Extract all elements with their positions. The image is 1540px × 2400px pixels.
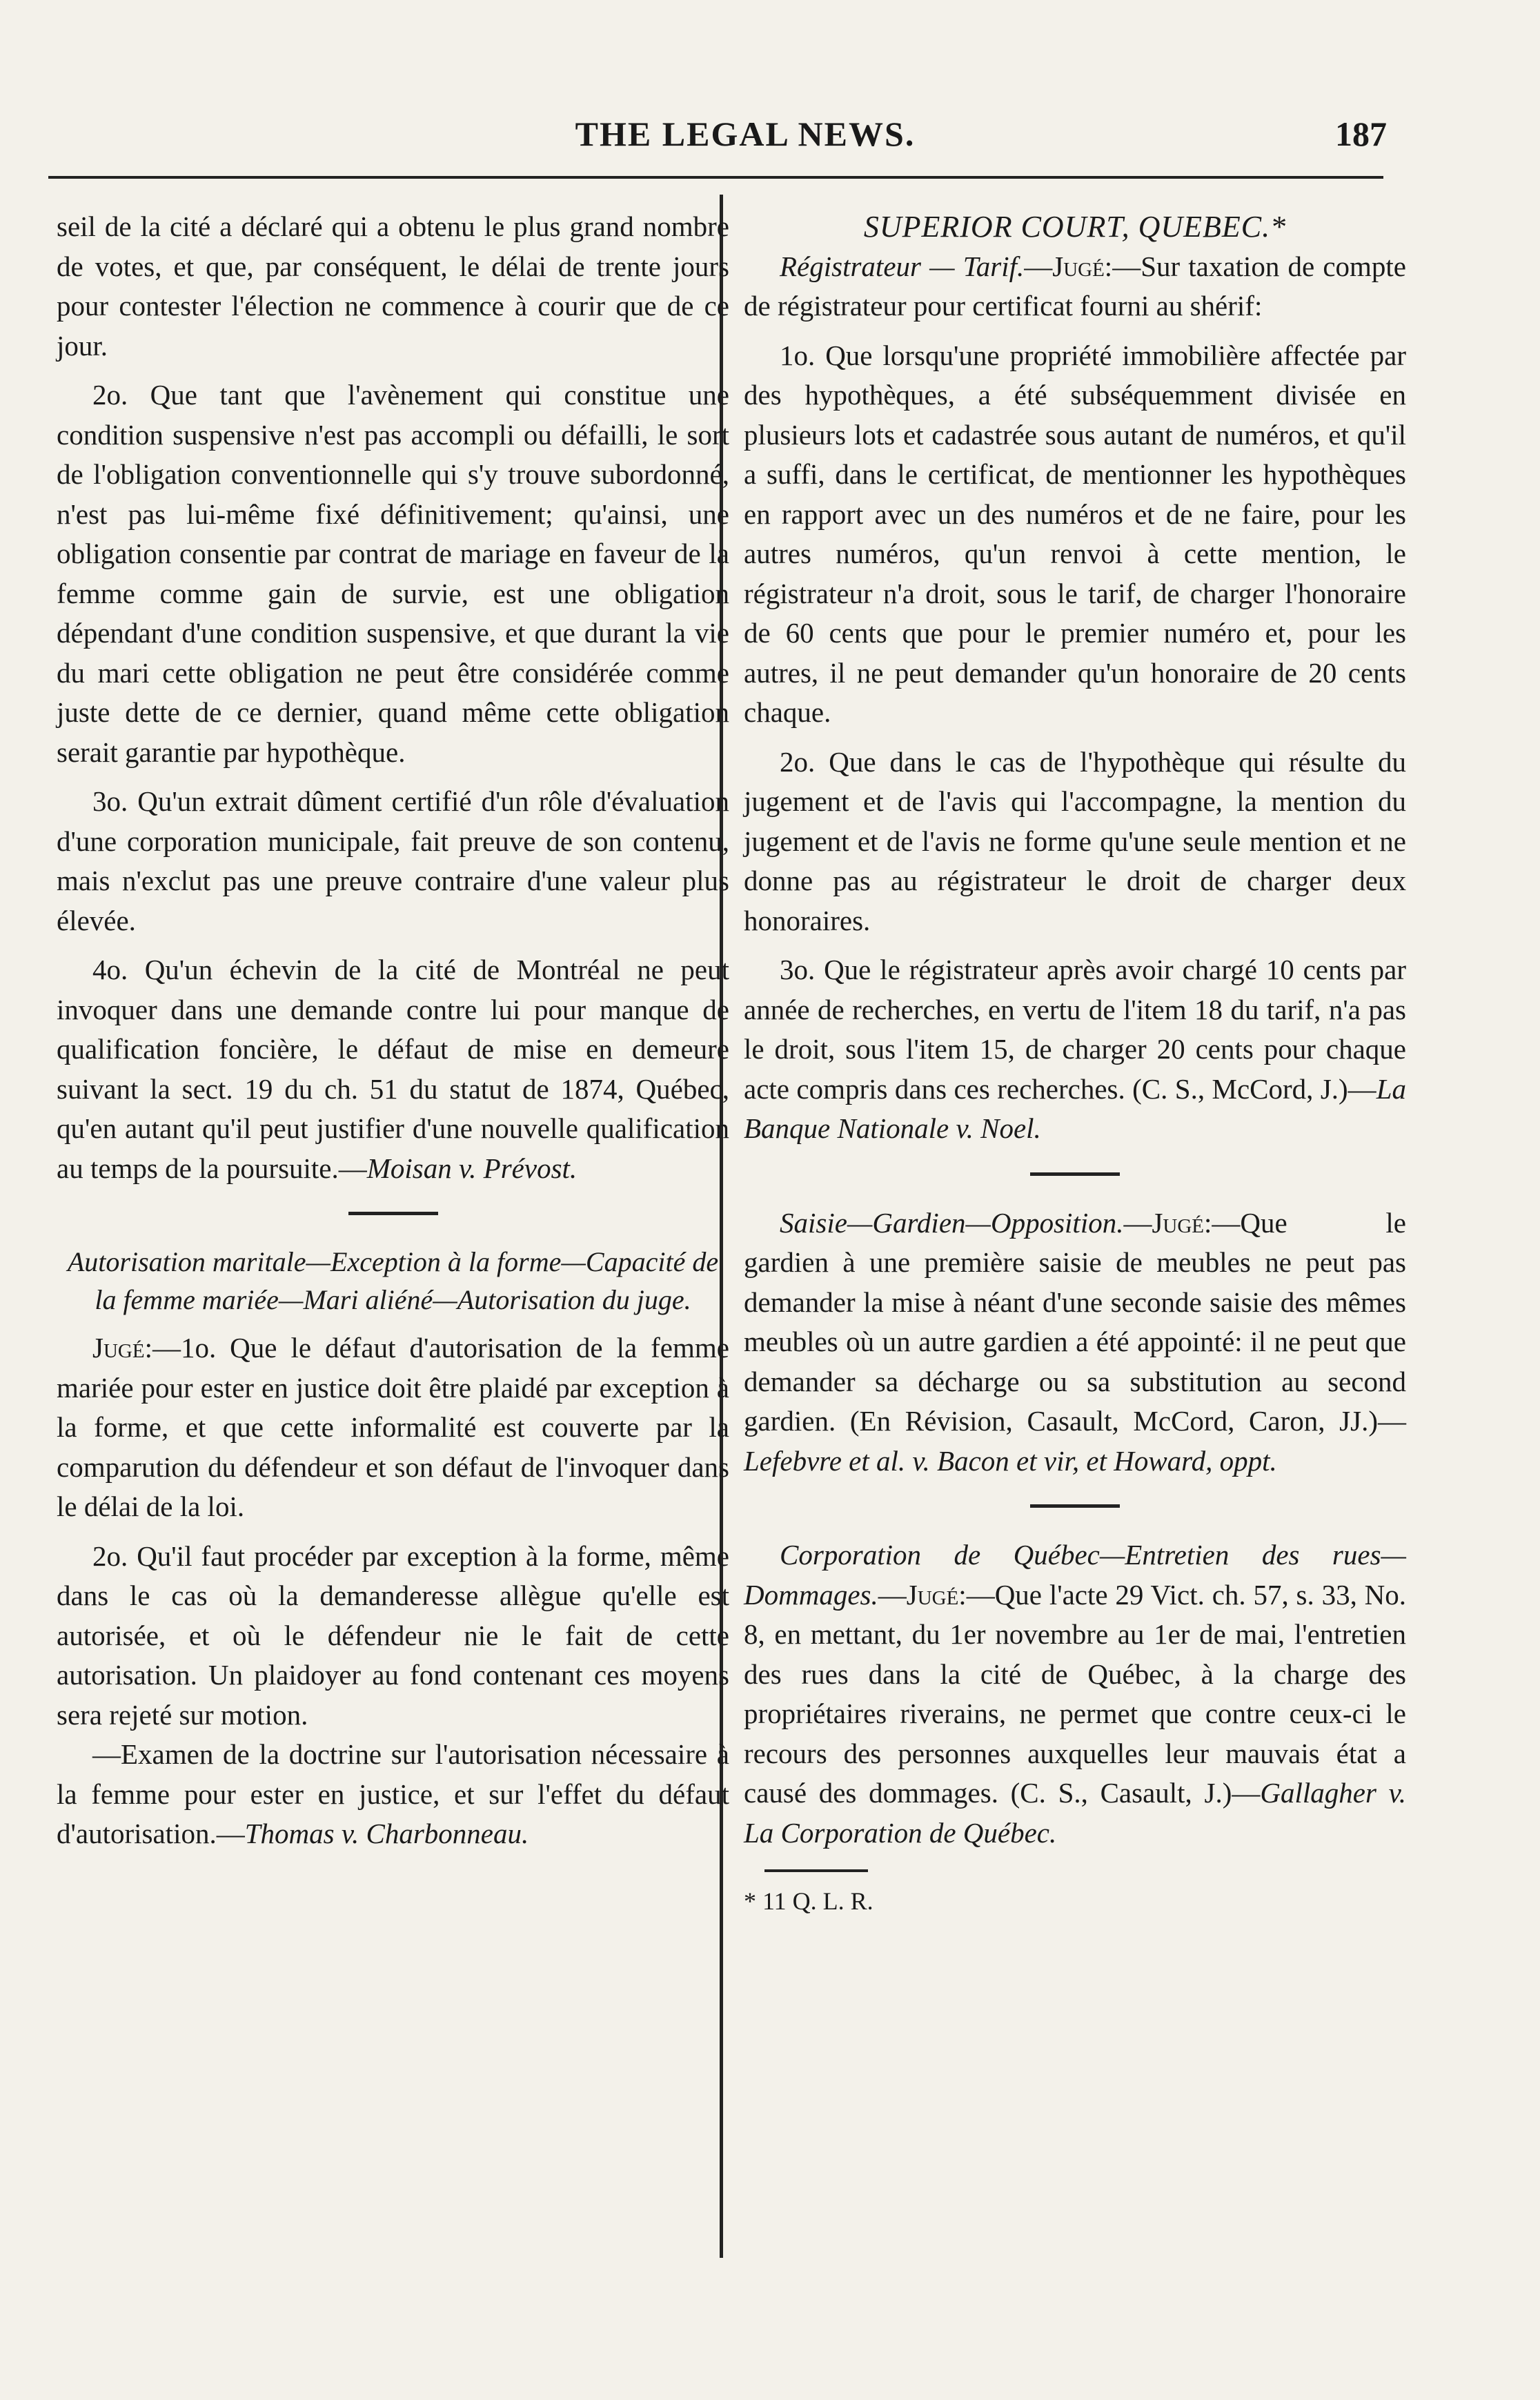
- paragraph-text: :—Que l'acte 29 Vict. ch. 57, s. 33, No. 8, en mettant, du 1er novembre au 1er de mai, l'entretien des rues dans la cité de Québec, à la charge des propriétaires riverains, ne permet que contre ceux-ci le recours des personnes auxquelles leur mauvais état a causé des dommages. (C. S., Casault, J.)—: [744, 1578, 1406, 1809]
- paragraph: [744, 247, 1406, 326]
- left-column: [57, 207, 729, 1854]
- paragraph: 2o. Que dans le cas de l'hypothèque qui résulte du jugement et de l'avis qui l'accompagne, la mention du jugement et de l'avis ne forme qu'une seule mention et ne donne pas au régistrateur le droit de charger deux honoraires.: [744, 745, 1406, 936]
- case-name: Moisan v. Prévost.: [366, 1152, 578, 1184]
- case-name: Gallagher v. La Corporation de Québec.: [744, 1777, 1406, 1849]
- header-rule: [48, 176, 1383, 179]
- paragraph: [744, 1203, 1406, 1482]
- paragraph-text: 3o. Que le régistrateur après avoir chargé 10 cents par année de recherches, en vertu de l'item 18 du tarif, n'a pas le droit, sous l'item 15, de charger 20 cents pour chaque acte compris dans ces recherches. (C. S., McCord, J.)—: [744, 954, 1406, 1105]
- paragraph: 1o. Que lorsqu'une propriété immobilière affectée par des hypothèques, a été subséquemment divisée en plusieurs lots et cadastrée sous autant de numéros, et qu'il a suffi, dans le certificat, de mentionner les hypothèques en rapport avec un des numéros et de ne faire, pour les autres numéros, qu'un renvoi à cette mention, le régistrateur n'a droit, sous le tarif, de charger l'honoraire de 60 cents que pour le premier numéro et, pour les autres, il ne peut demander qu'un honoraire de 20 cents chaque.: [744, 339, 1406, 728]
- running-title: THE LEGAL NEWS.: [575, 115, 916, 153]
- footnote-rule: [764, 1869, 868, 1872]
- catchline: Corporation de Québec—Entretien des rues—Dommages.: [744, 1539, 1406, 1611]
- paragraph: 2o. Qu'il faut procéder par exception à la forme, même dans le cas où la demanderesse allègue qu'elle est autorisée, et où le défendeur nie le fait de cette autorisation. Un plaidoyer au fond contenant ces moyens sera rejeté sur motion.: [57, 1540, 729, 1731]
- juge-label: Jugé: [92, 1332, 145, 1364]
- paragraph-text: 4o. Qu'un échevin de la cité de Montréal ne peut invoquer dans une demande contre lui pour manque de qualification foncière, le défaut de mise en demeure suivant la sect. 19 du ch. 51 du statut de 1874, Québec, qu'en autant qu'il peut justifier d'une nouvelle qualification au temps de la poursuite.—: [57, 954, 729, 1184]
- paragraph-text: :—1o. Que le défaut d'autorisation de la femme mariée pour ester en justice doit être plaidé par exception à la forme, et que cette informalité est couverte par la comparution du défendeur et son défaut de l'invoquer dans le délai de la loi.: [57, 1332, 729, 1522]
- case-name: La Banque Nationale v. Noel.: [744, 1072, 1406, 1144]
- juge-label: —Jugé: [1024, 250, 1105, 282]
- case-name: Lefebvre et al. v. Bacon et vir, et Howard, oppt.: [744, 1444, 1277, 1477]
- right-column: [744, 207, 1406, 1922]
- paragraph: seil de la cité a déclaré qui a obtenu le plus grand nombre de votes, et que, par conséquent, le délai de trente jours pour contester l'élection ne commence à courir que de ce jour.: [57, 210, 729, 362]
- catchline: Régistrateur — Tarif.: [780, 250, 1025, 282]
- section-divider: [1030, 1504, 1120, 1508]
- juge-label: —Jugé: [1123, 1206, 1205, 1239]
- court-heading: SUPERIOR COURT, QUEBEC.*: [863, 210, 1287, 244]
- section-divider: [348, 1212, 438, 1215]
- footnote: * 11 Q. L. R.: [744, 1887, 873, 1915]
- paragraph: [744, 950, 1406, 1149]
- page-number: 187: [1335, 115, 1387, 153]
- paragraph-text: —Examen de la doctrine sur l'autorisation nécessaire à la femme pour ester en justice, et sur l'effet du défaut d'autorisation.—: [57, 1738, 729, 1849]
- section-divider: [1030, 1172, 1120, 1176]
- paragraph: [57, 1735, 729, 1854]
- page-header: [103, 114, 1387, 162]
- paragraph: [57, 950, 729, 1188]
- catchline: Saisie—Gardien—Opposition.: [780, 1206, 1124, 1239]
- juge-label: —Jugé: [878, 1578, 959, 1611]
- catchline: Autorisation maritale—Exception à la forme—Capacité de la femme mariée—Mari aliéné—Autorisation du juge.: [67, 1246, 719, 1315]
- paragraph: 3o. Qu'un extrait dûment certifié d'un rôle d'évaluation d'une corporation municipale, fait preuve de son contenu, mais n'exclut pas une preuve contraire d'une valeur plus élevée.: [57, 785, 729, 936]
- paragraph: 2o. Que tant que l'avènement qui constitue une condition suspensive n'est pas accompli ou défailli, le sort de l'obligation conventionnelle qui s'y trouve subordonné, n'est pas lui-même fixé définitivement; qu'ainsi, une obligation consentie par contrat de mariage en faveur de la femme comme gain de survie, est une obligation dépendant d'une condition suspensive, et que durant la vie du mari cette obligation ne peut être considérée comme juste dette de ce dernier, quand même cette obligation serait garantie par hypothèque.: [57, 379, 729, 768]
- paragraph-text: :—Que le gardien à une première saisie de meubles ne peut pas demander la mise à néant d'une seconde saisie des mêmes meubles où un autre gardien a été appointé: il ne peut que demander sa décharge ou sa substitution au second gardien. (En Révision, Casault, McCord, Caron, JJ.)—: [744, 1206, 1406, 1437]
- paragraph: [57, 1328, 729, 1527]
- paragraph-text: :—Sur taxation de compte de régistrateur pour certificat fourni au shérif:: [744, 250, 1406, 322]
- case-name: Thomas v. Charbonneau.: [244, 1818, 529, 1849]
- paragraph: [744, 1535, 1406, 1853]
